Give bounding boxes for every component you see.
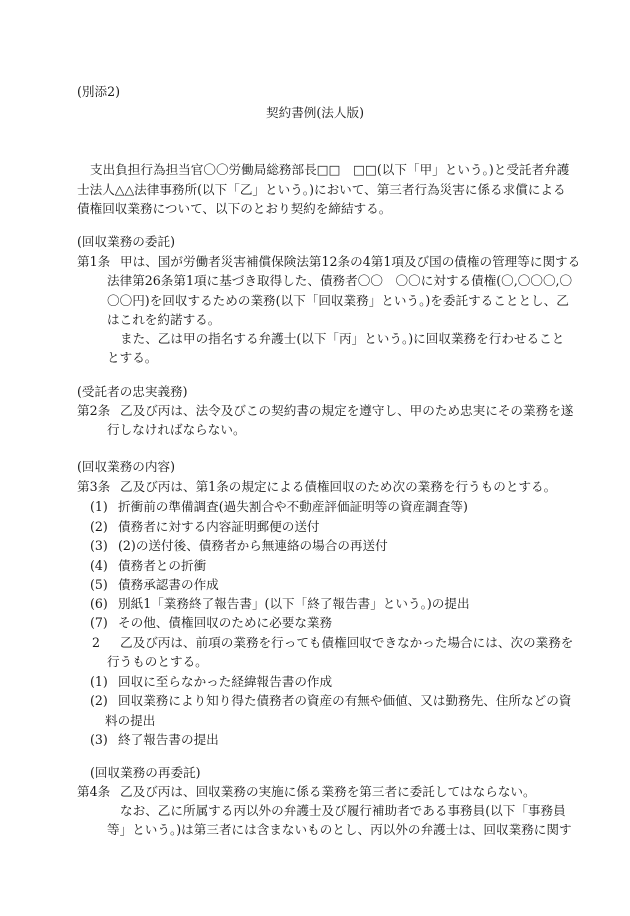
item-number: (2)	[90, 693, 108, 708]
document-title: 契約書例(法人版)	[266, 105, 364, 120]
article-number: 第3条	[77, 479, 111, 494]
item-number: (4)	[90, 558, 108, 573]
item-number: (3)	[90, 538, 108, 553]
article-text: はこれを約諾する。	[107, 312, 221, 327]
item-text: 別紙1「業務終了報告書」(以下「終了報告書」という。)の提出	[118, 596, 470, 611]
article-text: 乙及び丙は、前項の業務を行っても債権回収できなかった場合には、次の業務を	[120, 635, 574, 650]
article-text: また、乙は甲の指名する弁護士(以下「丙」という。)に回収業務を行わせること	[120, 331, 565, 346]
article-text: 〇〇円)を回収するための業務(以下「回収業務」という。)を委託することとし、乙	[107, 293, 569, 308]
article-text: 法律第26条第1項に基づき取得した、債務者〇〇 〇〇に対する債権(〇,〇〇〇,〇	[107, 273, 573, 288]
article-text: 等」という。)は第三者には含まないものとし、丙以外の弁護士は、回収業務に関す	[107, 822, 572, 837]
item-text: (2)の送付後、債務者から無連絡の場合の再送付	[118, 538, 388, 553]
item-number: (1)	[90, 499, 108, 514]
preamble-line: 支出負担行為担当官〇〇労働局総務部長□□ □□(以下「甲」という。)と受託者弁護	[90, 162, 570, 177]
item-text: 料の提出	[105, 713, 156, 728]
paragraph-number: 2	[92, 635, 101, 650]
item-text: 回収に至らなかった経緯報告書の作成	[118, 674, 333, 689]
item-number: (6)	[90, 596, 108, 611]
preamble-line: 士法人△△法律事務所(以下「乙」という。)において、第三者行為災害に係る求償による	[77, 182, 566, 197]
article-number: 第4条	[77, 784, 111, 799]
article-heading: (回収業務の内容)	[77, 459, 175, 474]
article-number: 第1条	[77, 254, 111, 269]
article-text: とする。	[107, 350, 158, 365]
item-text: 債務者との折衝	[118, 558, 207, 573]
item-number: (7)	[90, 615, 108, 630]
item-number: (5)	[90, 577, 108, 592]
article-heading: (回収業務の再委託)	[90, 765, 201, 780]
article-text: 乙及び丙は、第1条の規定による債権回収のため次の業務を行うものとする。	[120, 479, 557, 494]
article-text: 甲は、国が労働者災害補償保険法第12条の4第1項及び国の債権の管理等に関する	[120, 254, 581, 269]
item-text: 債務者に対する内容証明郵便の送付	[118, 519, 320, 534]
item-number: (3)	[90, 732, 108, 747]
item-text: 回収業務により知り得た債務者の資産の有無や価値、又は勤務先、住所などの資	[118, 693, 572, 708]
item-number: (1)	[90, 674, 108, 689]
item-text: 債務承認書の作成	[118, 577, 219, 592]
article-text: 行うものとする。	[107, 654, 208, 669]
item-number: (2)	[90, 519, 108, 534]
article-text: なお、乙に所属する丙以外の弁護士及び履行補助者である事務員(以下「事務員	[120, 803, 566, 818]
article-text: 乙及び丙は、法令及びこの契約書の規定を遵守し、甲のため忠実にその業務を遂	[120, 403, 574, 418]
article-heading: (受託者の忠実義務)	[77, 384, 188, 399]
article-heading: (回収業務の委託)	[77, 234, 175, 249]
article-text: 行しなければならない。	[107, 422, 246, 437]
article-number: 第2条	[77, 403, 111, 418]
item-text: 折衝前の準備調査(過失割合や不動産評価証明等の資産調査等)	[118, 499, 468, 514]
preamble-line: 債権回収業務について、以下のとおり契約を締結する。	[77, 201, 392, 216]
article-text: 乙及び丙は、回収業務の実施に係る業務を第三者に委託してはならない。	[120, 784, 536, 799]
item-text: その他、債権回収のために必要な業務	[118, 615, 333, 630]
item-text: 終了報告書の提出	[118, 732, 219, 747]
attachment-label: (別添2)	[77, 84, 121, 99]
